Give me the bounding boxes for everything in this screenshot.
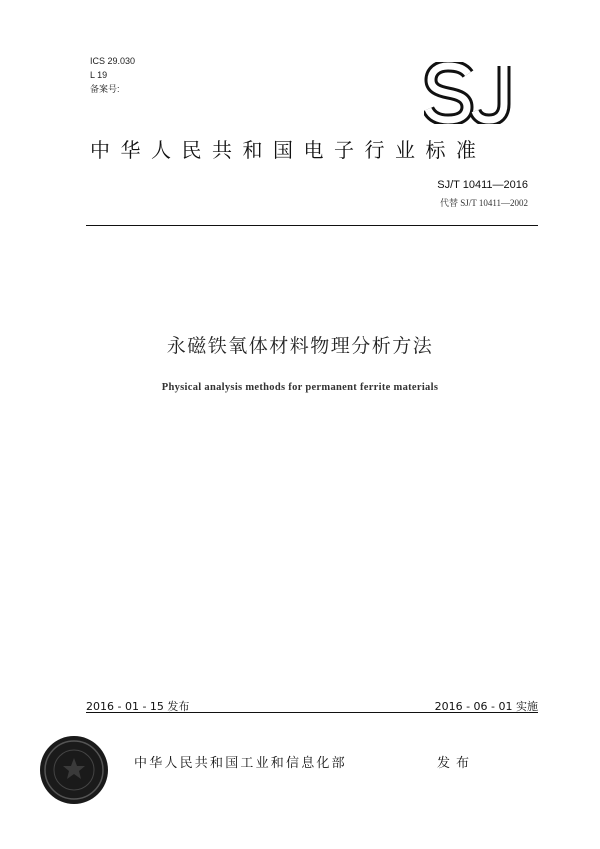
organization-title: 中华人民共和国电子行业标准 [90, 138, 487, 162]
issue-action: 发布 [437, 756, 476, 771]
replaced-standard: 代替 SJ/T 10411—2002 [439, 198, 528, 208]
ics-code: ICS 29.030 [90, 56, 136, 66]
document-title-chinese: 永磁铁氧体材料物理分析方法 [166, 335, 434, 357]
document-title-english: Physical analysis methods for permanent ferrite materials [161, 382, 439, 393]
classification-code: L 19 [90, 70, 108, 80]
sj-logo-icon [424, 62, 520, 124]
header-divider [86, 225, 538, 226]
issuing-authority: 中华人民共和国工业和信息化部 [134, 756, 347, 771]
implementation-date: 2016 - 06 - 01 实施 [434, 700, 538, 713]
record-number: 备案号: [90, 84, 120, 94]
standard-number: SJ/T 10411—2016 [437, 179, 528, 191]
round-seal-icon [38, 734, 110, 806]
issue-date: 2016 - 01 - 15 发布 [86, 700, 190, 713]
footer-divider [86, 712, 538, 713]
classification-block [90, 54, 135, 96]
